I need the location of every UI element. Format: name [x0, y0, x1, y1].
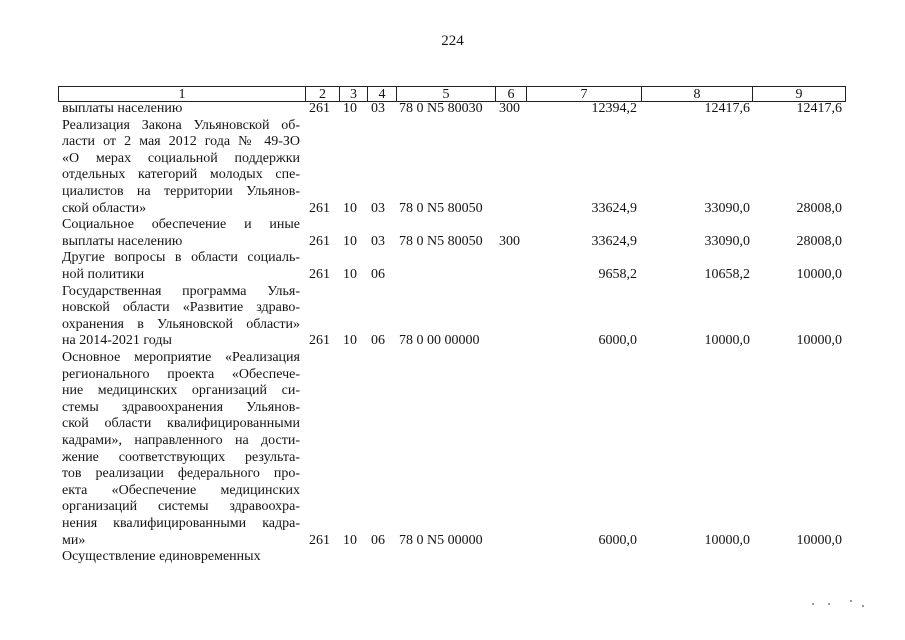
- cell-c9: 10000,0: [796, 267, 842, 282]
- page-number: 224: [441, 33, 464, 49]
- cell-c9: 10000,0: [796, 532, 842, 548]
- cell-c5: 78 0 N5 80030: [399, 101, 483, 116]
- cell-c2: 261: [309, 267, 330, 282]
- row-description: [62, 284, 300, 350]
- cell-c4: 03: [371, 233, 385, 249]
- description-line: нения квалифицированными кадра-: [62, 515, 300, 531]
- description-line: ми»: [62, 532, 86, 548]
- description-line: Социальное обеспечение и иные: [62, 217, 300, 233]
- description-line: на 2014-2021 годы: [62, 333, 172, 349]
- description-line: Основное мероприятие «Реализация: [62, 350, 300, 365]
- cell-c4: 06: [371, 333, 385, 349]
- cell-c6: 300: [499, 233, 520, 249]
- cell-c2: 261: [309, 101, 330, 116]
- cell-c7: 12394,2: [591, 101, 637, 116]
- header-col-1: 1: [58, 86, 306, 102]
- description-line: выплаты населению: [62, 233, 183, 249]
- description-line: екта «Обеспечение медицинских: [62, 482, 300, 498]
- row-description: [62, 350, 300, 549]
- scan-speck: [828, 603, 830, 605]
- header-col-6: 6: [495, 86, 527, 102]
- header-col-2: 2: [305, 86, 340, 102]
- cell-c3: 10: [343, 233, 357, 249]
- cell-c7: 9658,2: [598, 267, 637, 282]
- description-line: ской области»: [62, 200, 147, 216]
- row-description: [62, 549, 300, 566]
- cell-c7: 6000,0: [598, 532, 637, 548]
- description-line: ской области квалифицированными: [62, 416, 300, 432]
- cell-c8: 12417,6: [704, 101, 750, 116]
- description-line: Государственная программа Улья-: [62, 283, 300, 299]
- cell-c2: 261: [309, 532, 330, 548]
- description-line: тов реализации федерального про-: [62, 466, 300, 482]
- header-col-5: 5: [396, 86, 496, 102]
- cell-c5: 78 0 N5 00000: [399, 532, 483, 548]
- cell-c8: 33090,0: [704, 200, 750, 216]
- cell-c4: 06: [371, 267, 385, 282]
- cell-c9: 12417,6: [796, 101, 842, 116]
- row-description: [62, 250, 300, 283]
- cell-c8: 10000,0: [704, 333, 750, 349]
- cell-c3: 10: [343, 333, 357, 349]
- description-line: циалистов на территории Ульянов-: [62, 183, 300, 199]
- description-line: регионального проекта «Обеспече-: [62, 366, 300, 382]
- cell-c3: 10: [343, 200, 357, 216]
- description-line: выплаты населению: [62, 101, 183, 116]
- cell-c5: 78 0 N5 80050: [399, 233, 483, 249]
- description-line: организаций системы здравоохра-: [62, 499, 300, 515]
- description-line: ной политики: [62, 266, 145, 282]
- cell-c2: 261: [309, 333, 330, 349]
- description-line: «О мерах социальной поддержки: [62, 150, 300, 166]
- cell-c5: 78 0 N5 80050: [399, 200, 483, 216]
- header-col-3: 3: [339, 86, 368, 102]
- scan-speck: [862, 605, 864, 607]
- description-line: отдельных категорий молодых спе-: [62, 167, 300, 183]
- cell-c7: 33624,9: [591, 200, 637, 216]
- cell-c3: 10: [343, 101, 357, 116]
- cell-c3: 10: [343, 267, 357, 282]
- row-description: [62, 118, 300, 218]
- cell-c8: 10658,2: [704, 267, 750, 282]
- cell-c7: 6000,0: [598, 333, 637, 349]
- description-line: Осуществление единовременных: [62, 549, 261, 565]
- row-description: [62, 217, 300, 250]
- cell-c6: 300: [499, 101, 520, 116]
- scan-speck: [850, 600, 852, 602]
- cell-c9: 28008,0: [796, 200, 842, 216]
- header-col-4: 4: [367, 86, 397, 102]
- cell-c8: 10000,0: [704, 532, 750, 548]
- cell-c5: 78 0 00 00000: [399, 333, 480, 349]
- header-col-9: 9: [752, 86, 846, 102]
- cell-c4: 03: [371, 101, 385, 116]
- description-line: ние медицинских организаций си-: [62, 383, 300, 399]
- cell-c9: 28008,0: [796, 233, 842, 249]
- cell-c4: 03: [371, 200, 385, 216]
- cell-c3: 10: [343, 532, 357, 548]
- header-col-7: 7: [526, 86, 642, 102]
- description-line: ласти от 2 мая 2012 года № 49-ЗО: [62, 134, 300, 150]
- header-col-8: 8: [641, 86, 753, 102]
- cell-c9: 10000,0: [796, 333, 842, 349]
- cell-c4: 06: [371, 532, 385, 548]
- row-description: [62, 101, 300, 118]
- description-line: новской области «Развитие здраво-: [62, 300, 300, 316]
- description-line: Другие вопросы в области социаль-: [62, 250, 300, 266]
- cell-c7: 33624,9: [591, 233, 637, 249]
- description-line: Реализация Закона Ульяновской об-: [62, 117, 300, 133]
- description-line: охранения в Ульяновской области»: [62, 316, 300, 332]
- cell-c2: 261: [309, 233, 330, 249]
- cell-c8: 33090,0: [704, 233, 750, 249]
- cell-c2: 261: [309, 200, 330, 216]
- description-line: жение соответствующих результа-: [62, 449, 300, 465]
- description-line: кадрами», направленного на дости-: [62, 432, 300, 448]
- scan-speck: [812, 603, 814, 605]
- description-line: стемы здравоохранения Ульянов-: [62, 399, 300, 415]
